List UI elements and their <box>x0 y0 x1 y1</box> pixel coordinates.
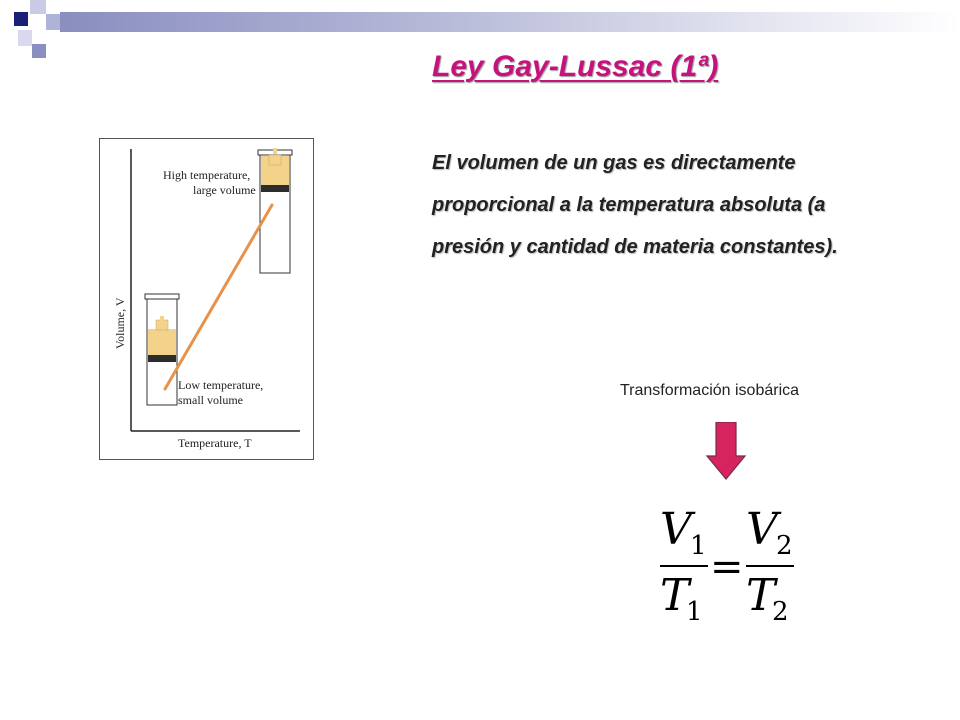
square-light-3 <box>18 30 32 46</box>
figure-svg <box>100 139 313 459</box>
down-arrow-icon <box>706 422 746 480</box>
high-temp-label-2: large volume <box>193 183 256 197</box>
transformation-label: Transformación isobárica <box>620 382 800 399</box>
volume-temperature-figure <box>99 138 314 460</box>
proportional-line <box>165 205 272 389</box>
law-statement <box>432 142 902 268</box>
formula-t2-sub: 2 <box>772 597 789 627</box>
low-temp-label-2: small volume <box>178 393 243 407</box>
formula-t1: T <box>660 570 690 621</box>
square-light-1 <box>30 0 46 14</box>
square-navy <box>14 12 28 26</box>
high-temp-label-1: High temperature, <box>163 168 251 182</box>
header-gradient-bar <box>60 12 960 32</box>
x-axis-label: Temperature, T <box>178 436 252 450</box>
low-temp-label-1: Low temperature, <box>178 378 264 392</box>
formula-v1-sub: 1 <box>690 531 707 561</box>
formula-t1-sub: 1 <box>686 597 703 627</box>
formula-v2-sub: 2 <box>776 531 793 561</box>
y-axis-label: Volume, V <box>113 297 127 349</box>
square-mid <box>32 44 46 58</box>
statement-line-3: presión y cantidad de materia constantes). <box>432 236 838 258</box>
statement-line-1: El volumen de un gas es directamente <box>432 152 796 174</box>
formula-v1: V <box>660 504 692 555</box>
formula-v2: V <box>746 504 778 555</box>
cylinder-low-temp <box>145 294 179 405</box>
square-light-2 <box>46 14 60 30</box>
formula-equals: = <box>710 544 744 590</box>
slide-title: Ley Gay-Lussac (1ª) <box>432 50 719 83</box>
statement-line-2: proporcional a la temperatura absoluta (a <box>432 194 826 216</box>
formula-t2: T <box>746 570 776 621</box>
gay-lussac-formula <box>650 498 820 628</box>
cylinder-high-temp <box>258 148 292 273</box>
